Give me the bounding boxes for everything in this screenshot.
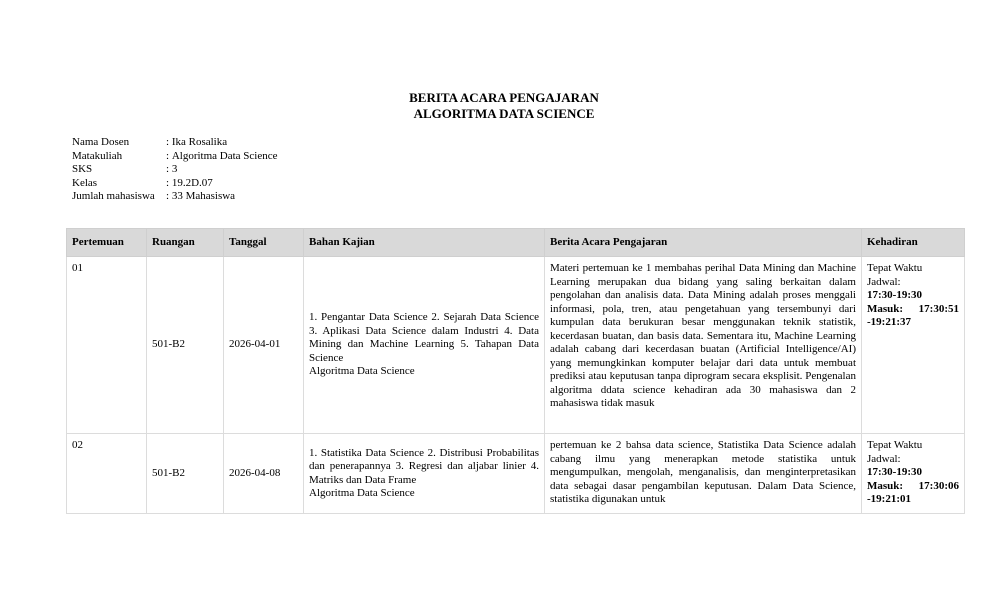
cell-pertemuan: 02: [67, 434, 147, 514]
jadwal-label: Jadwal:: [867, 275, 901, 288]
bahan-topics: 1. Pengantar Data Science 2. Sejarah Data Science 3. Aplikasi Data Science dalam Industri 4. Data Mining dan Machine Learning 5. Tahapan Data Science: [309, 311, 539, 364]
masuk-time: 17:30:51 -19:21:37: [867, 302, 959, 328]
title-line-1: BERITA ACARA PENGAJARAN: [409, 90, 599, 105]
header-berita-acara: Berita Acara Pengajaran: [545, 229, 862, 257]
cell-berita-acara: [545, 434, 862, 514]
cell-kehadiran: [862, 434, 965, 514]
jadwal-time: 17:30-19:30: [867, 289, 922, 301]
bahan-course: Algoritma Data Science: [309, 365, 415, 378]
masuk-time: 17:30:06 -19:21:01: [867, 479, 959, 505]
course-info: [72, 136, 278, 204]
cell-bahan-kajian: [304, 434, 545, 514]
info-value: 19.2D.07: [171, 176, 213, 189]
status-text: Tepat Waktu: [867, 439, 923, 451]
table-row: [67, 434, 965, 514]
document-title: [0, 90, 1008, 122]
title-line-2: ALGORITMA DATA SCIENCE: [413, 106, 595, 121]
header-kehadiran: Kehadiran: [862, 229, 965, 257]
header-pertemuan: Pertemuan: [67, 229, 147, 257]
cell-bahan-kajian: [304, 257, 545, 434]
masuk-label: Masuk:: [867, 479, 904, 492]
cell-tanggal: 2026-04-01: [224, 257, 304, 434]
cell-pertemuan: 01: [67, 257, 147, 434]
info-label: Matakuliah: [72, 149, 123, 162]
info-value: Algoritma Data Science: [171, 149, 278, 162]
bahan-topics: 1. Statistika Data Science 2. Distribusi Probabilitas dan penerapannya 3. Regresi dan aljabar linier 4. Matriks dan Data Frame: [309, 446, 539, 486]
header-ruangan: Ruangan: [147, 229, 224, 257]
info-row-sks: SKS : 3: [72, 163, 178, 175]
attendance-table: [66, 228, 965, 514]
info-value: Ika Rosalika: [171, 136, 228, 148]
header-tanggal: Tanggal: [224, 229, 304, 257]
status-text: Tepat Waktu: [867, 262, 923, 274]
jadwal-label: Jadwal:: [867, 452, 901, 465]
masuk-label: Masuk:: [867, 302, 904, 315]
info-label: Jumlah mahasiswa: [72, 190, 155, 202]
bahan-course: Algoritma Data Science: [309, 487, 415, 499]
info-label: SKS: [72, 163, 93, 175]
berita-text: pertemuan ke 2 bahsa data science, Statistika Data Science adalah cabang ilmu yang menerapkan metode statistika untuk mengumpulkan, mengolah, menganalisis, dan menginterpretasikan data sebagai dasar pengambilan keputusan. Dalam Data Science, statistika digunakan untuk: [550, 439, 856, 505]
jadwal-time: 17:30-19:30: [867, 466, 922, 478]
cell-kehadiran: [862, 257, 965, 434]
info-value: 33 Mahasiswa: [171, 190, 236, 202]
cell-ruangan: 501-B2: [147, 257, 224, 434]
table-row: [67, 257, 965, 434]
info-label: Nama Dosen: [72, 136, 130, 148]
cell-tanggal: 2026-04-08: [224, 434, 304, 514]
header-bahan-kajian: Bahan Kajian: [304, 229, 545, 257]
info-row-matakuliah: Matakuliah : Algoritma Data Science: [72, 149, 278, 162]
info-value: 3: [171, 163, 178, 175]
table-header-row: [67, 229, 965, 257]
info-row-dosen: Nama Dosen : Ika Rosalika: [72, 136, 228, 148]
cell-berita-acara: Materi pertemuan ke 1 membahas perihal Data Mining dan Machine Learning merupakan dua bidang yang saling berkaitan dalam pengolahan dan analisis data. Data Mining adalah proses menggali informasi, pola, tren, atau pengetahuan yang tersembunyi dari kumpulan data berukuran besar menggunakan teknik statistik, kecerdasan buatan, dan basis data. Sementara itu, Machine Learning adalah cabang dari kecerdasan buatan (Artificial Intelligence/AI) yang memungkinkan komputer belajar dari data untuk membuat prediksi atau keputusan tanpa diprogram secara eksplisit. Pengenalan algoritma ddata science kehadiran ada 30 mahasiswa dan 2 mahasiswa tidak masuk: [545, 257, 862, 434]
cell-ruangan: 501-B2: [147, 434, 224, 514]
info-row-jumlah: Jumlah mahasiswa : 33 Mahasiswa: [72, 190, 236, 202]
info-row-kelas: Kelas : 19.2D.07: [72, 176, 213, 189]
info-label: Kelas: [72, 176, 98, 189]
